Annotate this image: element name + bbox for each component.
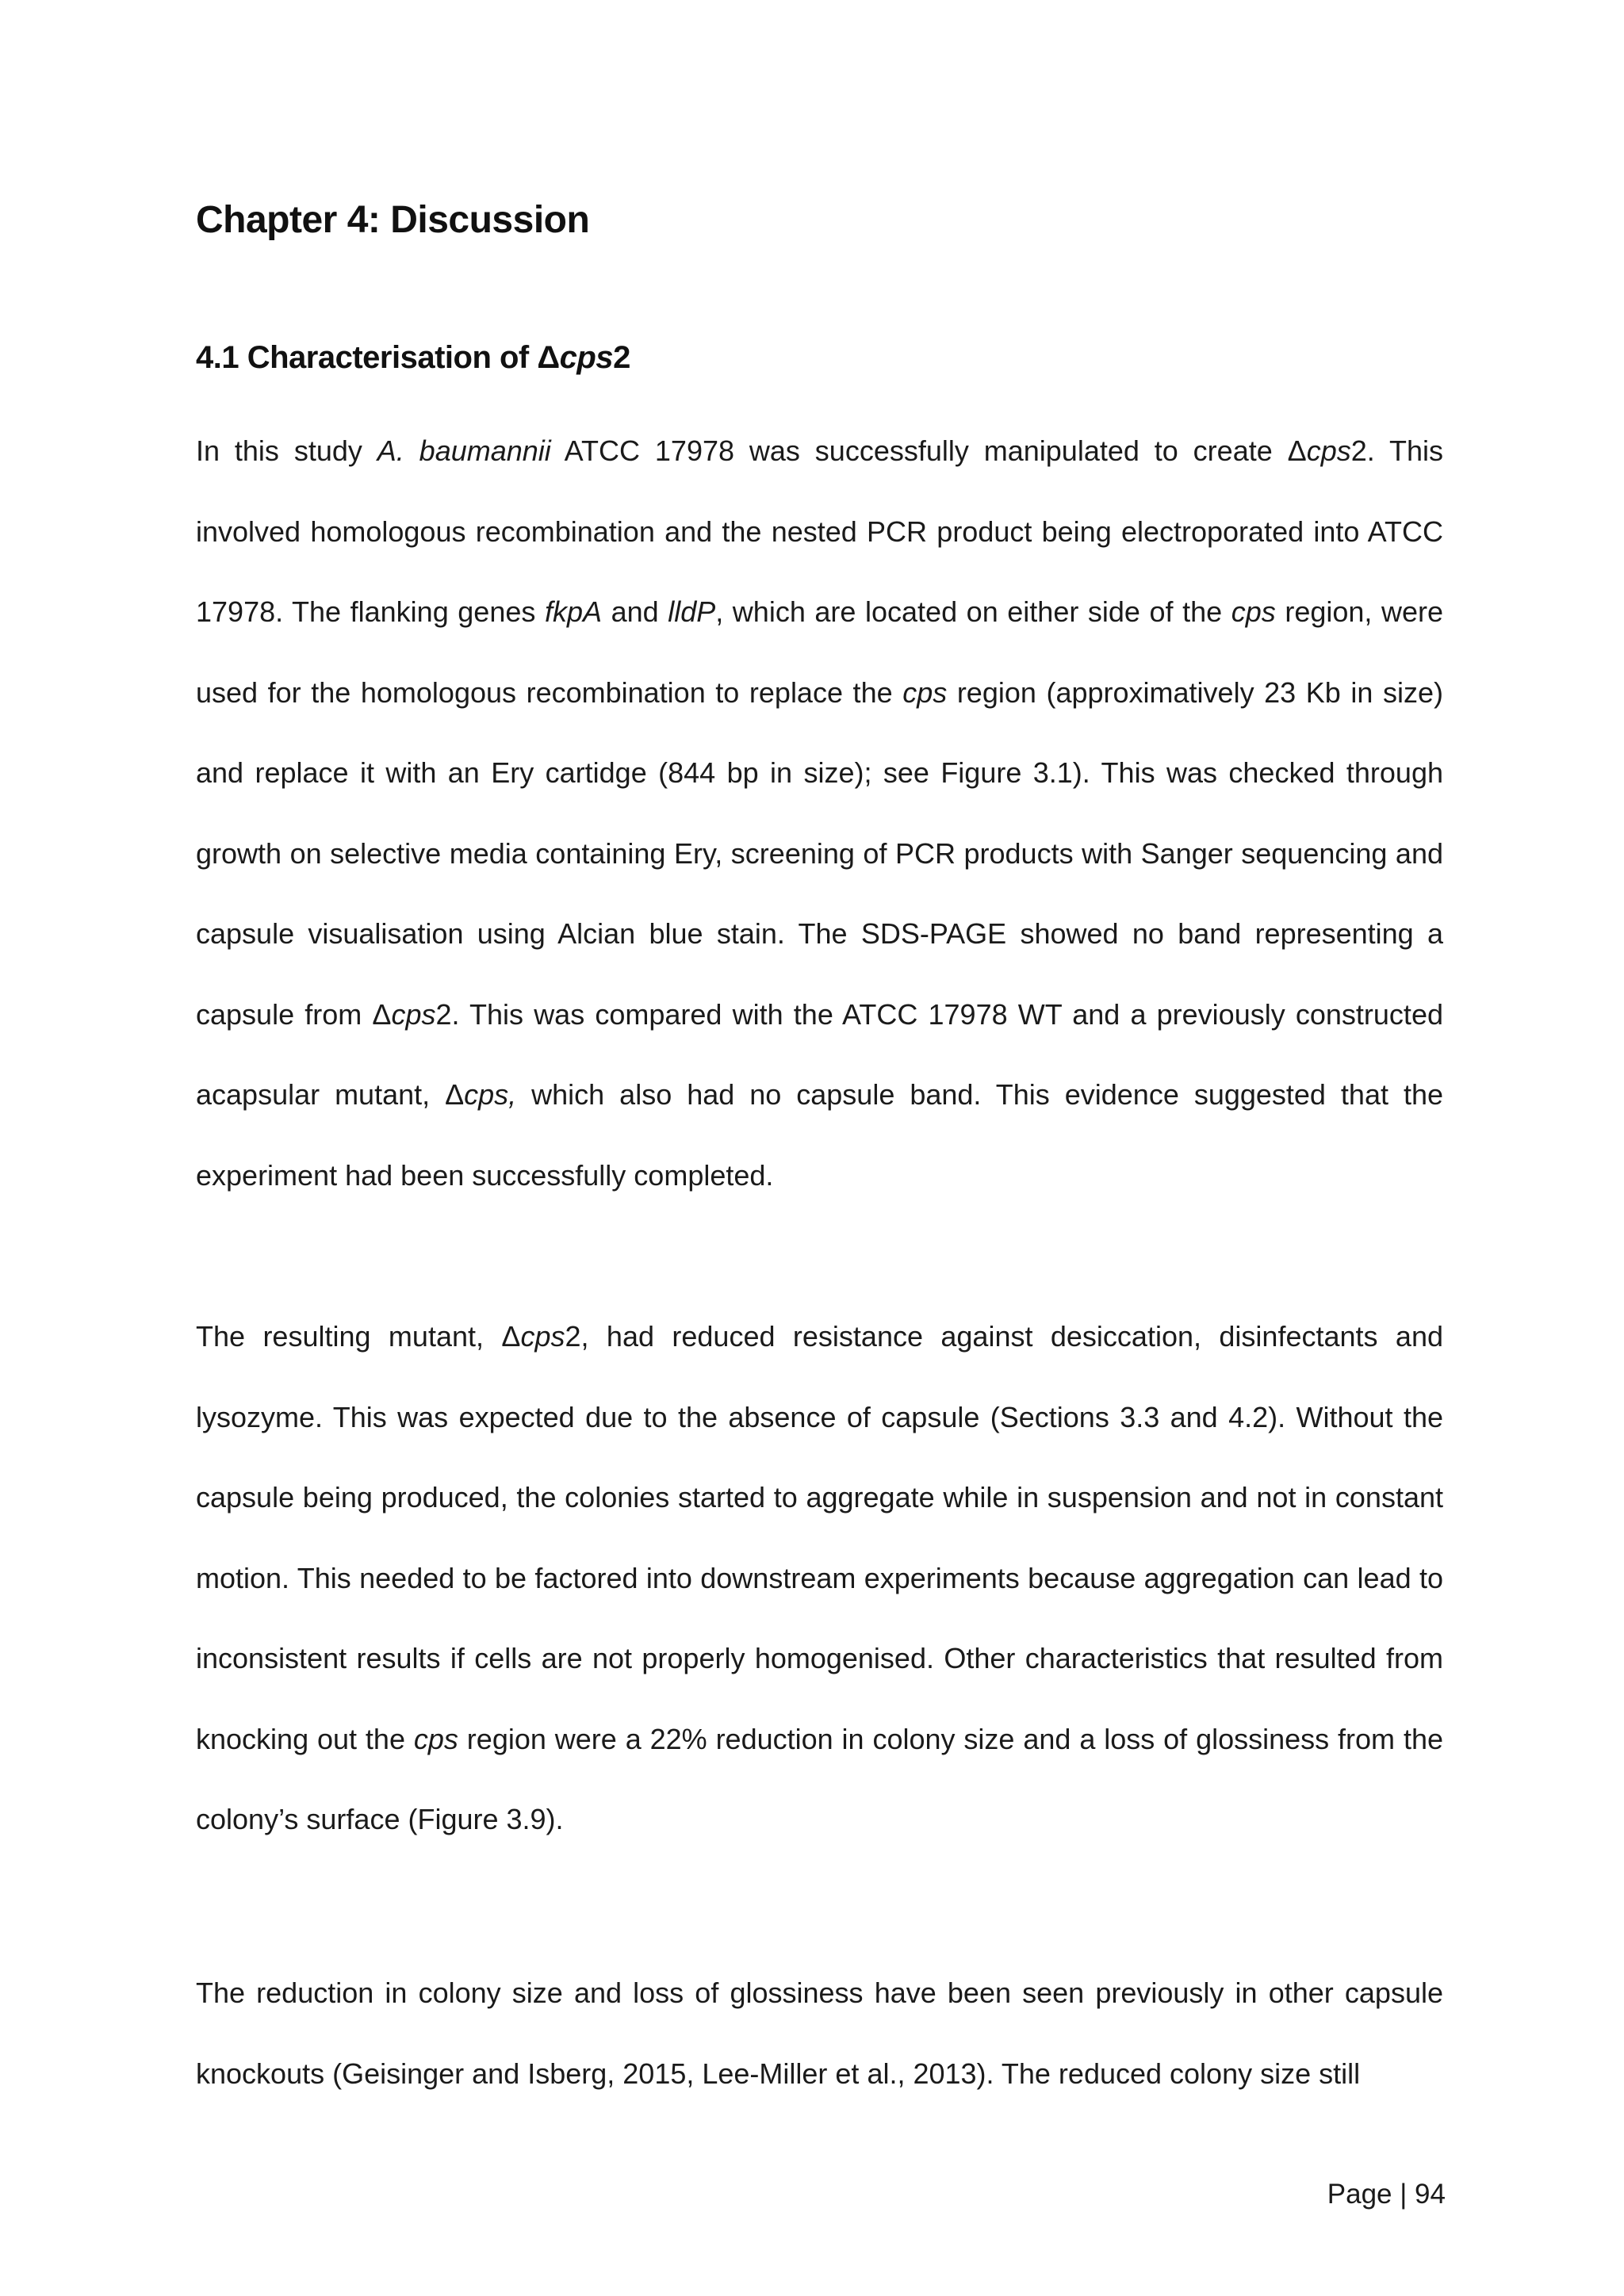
italic-term: cps, (464, 1078, 517, 1111)
italic-term: cps (391, 997, 436, 1031)
text-run: In this study (196, 434, 377, 467)
text-run: region were a 22% reduction in colony size and a loss of glossiness from the colony’s surface (Figure 3.9). (196, 1722, 1443, 1835)
text-run: region (approximatively 23 Kb in size) and replace it with an Ery cartidge (844 bp in size); see Figure 3.1). This was checked through growth on selective media containing Ery, screening of PCR products with Sanger sequencing and capsule visualisation using Alcian blue stain. The SDS-PAGE showed no band representing a capsule from Δ (196, 675, 1444, 1031)
text-run: 2. This was compared with the ATCC 17978 WT and a previously constructed acapsular mutant, Δ (196, 997, 1443, 1111)
italic-term: A. baumannii (377, 434, 551, 467)
italic-term: cps (1231, 595, 1276, 628)
section-heading-suffix: 2 (613, 340, 630, 375)
section-heading (196, 336, 630, 379)
body-paragraph (196, 1953, 1443, 2114)
body-paragraph (196, 411, 1443, 1215)
text-run: 2, had reduced resistance against desiccation, disinfectants and lysozyme. This was expected due to the absence of capsule (Sections 3.3 and 4.2). Without the capsule being produced, the colonies started to aggregate while in suspension and not in constant motion. This needed to be factored into downstream experiments because aggregation can lead to inconsistent results if cells are not properly homogenised. Other characteristics that resulted from knocking out the (196, 1320, 1443, 1755)
text-run: The resulting mutant, Δ (196, 1320, 521, 1353)
text-run: and (602, 595, 668, 628)
italic-term: cps (902, 675, 948, 709)
italic-term: cps (1306, 434, 1351, 467)
italic-term: cps (413, 1722, 458, 1755)
text-run: The reduction in colony size and loss of glossiness have been seen previously in other capsule knockouts (Geisinger and Isberg, 2015, Lee-Miller et al., 2013). The reduced colony size still (196, 1976, 1443, 2090)
section-heading-label: 4.1 Characterisation of Δ (196, 340, 560, 375)
italic-term: lldP (668, 595, 716, 628)
text-run: ATCC 17978 was successfully manipulated to create Δ (550, 434, 1307, 467)
text-run: region, were used for the homologous recombination to replace the (196, 595, 1444, 709)
chapter-title: Chapter 4: Discussion (196, 199, 590, 241)
italic-term: fkpA (544, 595, 602, 628)
page-number: Page | 94 (1327, 2179, 1446, 2210)
text-run: which also had no capsule band. This evidence suggested that the experiment had been successfully completed. (196, 1078, 1443, 1192)
section-heading-italic: cps (559, 340, 614, 375)
text-run: 2. This involved homologous recombination and the nested PCR product being electroporated into ATCC 17978. The flanking genes (196, 434, 1443, 628)
italic-term: cps (520, 1320, 565, 1353)
body-paragraph (196, 1296, 1443, 1860)
text-run: , which are located on either side of the (715, 595, 1231, 628)
